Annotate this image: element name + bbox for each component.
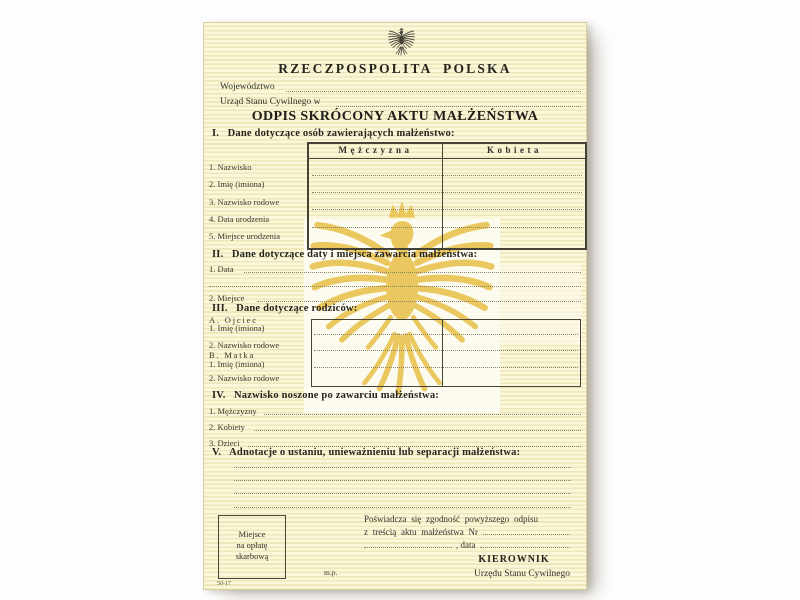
column-header-man: Mężczyzna (338, 145, 413, 155)
row-label-surname: 1. Nazwisko (209, 162, 252, 172)
section-ii-heading: II. Dane dotyczące daty i miejsca zawarcia małżeństwa: (212, 249, 478, 260)
father-label: A. Ojciec (209, 315, 258, 325)
column-header-woman: Kobieta (487, 145, 542, 155)
act-number-line-cont (364, 547, 452, 548)
wife-name-line (254, 430, 581, 431)
annotation-line (234, 480, 571, 481)
registry-office-label: Urząd Stanu Cywilnego w (220, 97, 321, 107)
republic-title: RZECZPOSPOLITA POLSKA (278, 61, 512, 76)
parents-table (311, 319, 581, 387)
parents-table-divider (442, 320, 443, 386)
section-v-heading: V. Adnotacje o ustaniu, unieważnieniu lub separacji małżeństwa: (212, 447, 521, 458)
field-label-place: 2. Miejsce (209, 293, 245, 303)
date-field-line (244, 272, 581, 273)
field-label-date: 1. Data (209, 264, 234, 274)
table-row-line (312, 192, 582, 193)
row-label-birth-date: 4. Data urodzenia (209, 214, 270, 224)
signer-title: KIEROWNIK (478, 554, 550, 565)
couple-table-header-rule (309, 158, 585, 159)
field-label-children-name: 3. Dzieci (209, 438, 240, 448)
row-label-family-name: 3. Nazwisko rodowe (209, 197, 280, 207)
table-row-line (312, 209, 582, 210)
voivodeship-label: Województwo (220, 82, 275, 92)
registry-office-field-line (336, 106, 581, 107)
table-row-line (314, 334, 578, 335)
husband-name-line (264, 414, 581, 415)
voivodeship-field-line (286, 91, 581, 92)
date-field-line-2 (209, 286, 581, 287)
row-label-birth-place: 5. Miejsce urodzenia (209, 231, 281, 241)
certificate-page (203, 22, 587, 590)
annotation-line (234, 467, 571, 468)
place-field-line (257, 301, 581, 302)
seal-abbreviation: m.p. (324, 568, 338, 577)
date-sign-line (480, 547, 571, 548)
stamp-box-line: Miejsce (238, 529, 266, 539)
certification-line-2: z treścią aktu małżeństwa Nr (364, 527, 478, 537)
certification-line-3: , data (456, 540, 476, 550)
table-row-line (314, 367, 578, 368)
annotation-line (234, 493, 571, 494)
stamp-box (218, 515, 286, 579)
father-given-names-label: 1. Imię (imiona) (209, 323, 265, 333)
section-i-heading: I. Dane dotyczące osób zawierających małżeństwo: (212, 128, 455, 139)
section-iii-heading: III. Dane dotyczące rodziców: (212, 303, 358, 314)
father-family-name-label: 2. Nazwisko rodowe (209, 340, 280, 350)
table-row-line (312, 175, 582, 176)
mother-label: B. Matka (209, 350, 256, 360)
document-title: ODPIS SKRÓCONY AKTU MAŁŻEŃSTWA (251, 109, 539, 124)
stamp-box-line: na opłatę (236, 540, 268, 550)
annotation-line (234, 507, 571, 508)
table-row-line (312, 227, 582, 228)
mother-family-name-label: 2. Nazwisko rodowe (209, 373, 280, 383)
field-label-wife-name: 2. Kobiety (209, 422, 245, 432)
certification-line-1: Poświadcza się zgodność powyższego odpisu (364, 514, 538, 524)
mother-given-names-label: 1. Imię (imiona) (209, 359, 265, 369)
couple-table (307, 142, 587, 250)
form-code: 50-17 (217, 581, 231, 587)
eagle-emblem-icon (388, 27, 415, 58)
signer-subtitle: Urzędu Stanu Cywilnego (473, 569, 571, 579)
act-number-line (483, 534, 570, 535)
row-label-given-names: 2. Imię (imiona) (209, 179, 265, 189)
field-label-husband-name: 1. Mężczyzny (209, 406, 257, 416)
couple-table-divider (442, 144, 443, 248)
stamp-box-line: skarbową (235, 551, 269, 561)
section-iv-heading: IV. Nazwisko noszone po zawarciu małżeństwa: (212, 390, 439, 401)
table-row-line (314, 350, 578, 351)
